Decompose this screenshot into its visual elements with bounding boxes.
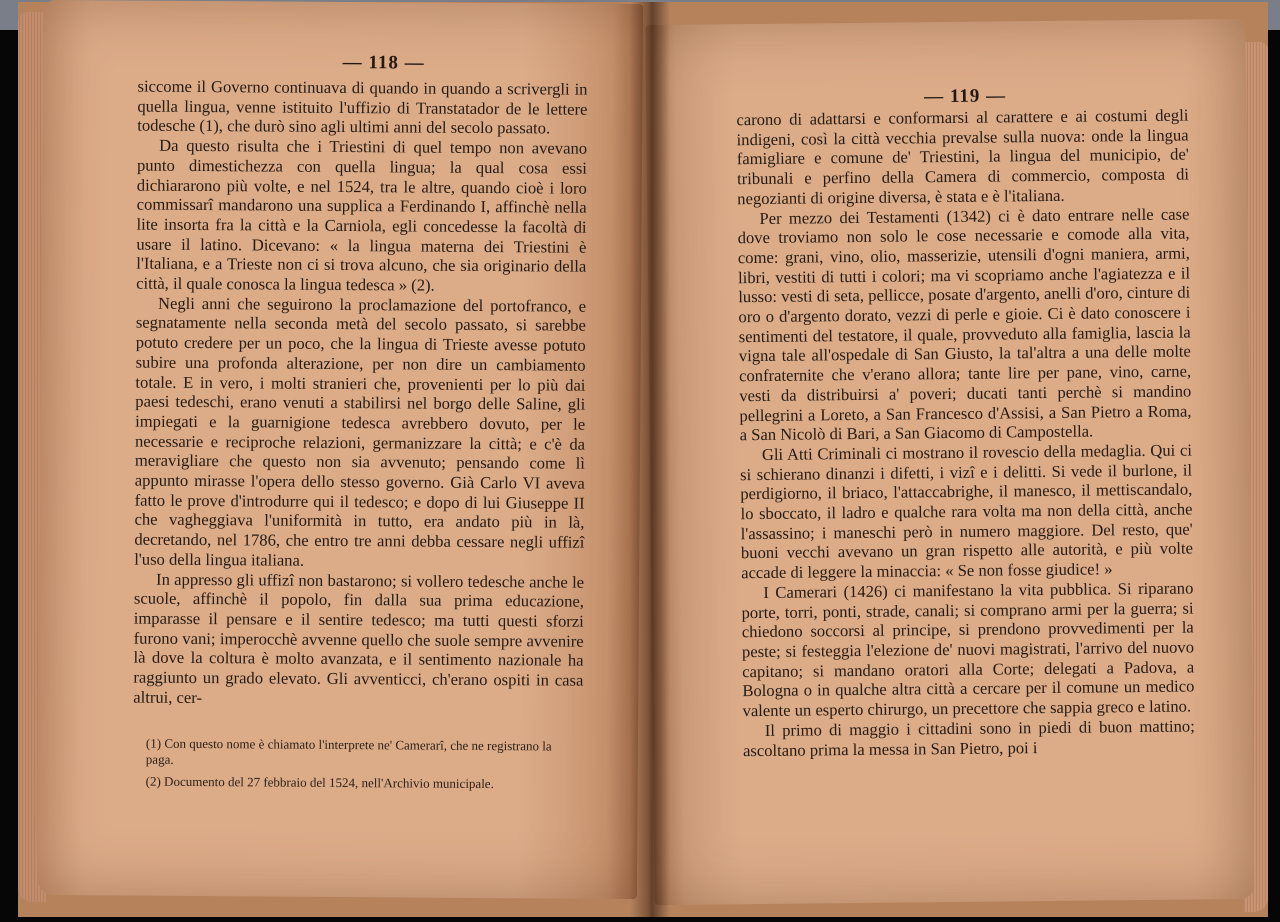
paragraph: Gli Atti Criminali ci mostrano il rovescio della medaglia. Qui ci si schierano dinanzi i difetti, i vizî e i delitti. Si vede il burlone, il perdigiorno, il briaco, l'attaccabrighe, il manesco, il mettiscandalo, lo sboccato, il ladro e qualche rara volta ma non della città, anche l'assassino; i maneschi però in numero maggiore. Del resto, que' buoni vecchi avevano un gran rispetto alle autorità, e più volte accade di leggere la minaccia: « Se non fosse giudice! » (740, 440, 1194, 583)
paragraph: In appresso gli uffizî non bastarono; si vollero tedesche anche le scuole, affinchè il popolo, fin dalla sua prima educazione, imparasse il pensare e il sentire tedesco; ma tutti questi sforzi furono vani; imperocchè avvenne quello che suole sempre avvenire là dove la coltura è molto avanzata, e il sentimento nazionale ha raggiunto un grado elevato. Gli avventicci, ch'erano ospiti in casa altrui, cer- (133, 569, 585, 707)
right-page-text (736, 105, 1195, 760)
paragraph: Negli anni che seguirono la proclamazione del portofranco, e segnatamente nella seconda metà del secolo passato, si sarebbe potuto credere per un poco, che la lingua di Trieste avesse potuto subire una profonda alterazione, per non dire un cambiamento totale. E in vero, i molti stranieri che, provenienti per lo più dai paesi tedeschi, erano venuti a stabilirsi nel borgo delle Saline, gli impiegati e la guarnigione tedesca avrebbero dovuto, per le necessarie e reciproche relazioni, germanizzare la città; e c'è da meravigliare che questo non sia avvenuto; pensando come lì appunto mirasse l'opera dello stesso governo. Già Carlo VI aveva fatto le prove d'introdurre qui il tedesco; e dopo di lui Giuseppe II che vagheggiava l'uniformità in tutto, era andato più in là, decretando, nel 1786, che entro tre anni debba cessare negli uffizî l'uso della lingua italiana. (134, 293, 587, 570)
book-spine (630, 2, 670, 917)
paragraph: Per mezzo dei Testamenti (1342) ci è dato entrare nelle case dove troviamo non solo le cose necessarie e comode alla vita, come: grani, vino, olio, masserizie, utensili d'ogni maniera, armi, libri, vestiti di tutti i colori; ma vi scopriamo anche l'agiatezza e il lusso: vesti di seta, pellicce, posate d'argento, anelli d'oro, cinture di oro o d'argento dorato, vezzi di perle e gioie. Ci è dato conoscere i sentimenti del testatore, il quale, provveduto alla famiglia, lascia la vigna tale all'ospedale di San Giusto, la tal'altra a una delle molte confraternite che v'erano allora; tante lire per pane, vino, carne, vesti da distribuirsi a' poveri; ducati tanti perchè si mandino pellegrini a Loreto, a San Francesco d'Assisi, a San Pietro a Roma, a San Nicolò di Bari, a San Giacomo di Campostella. (737, 203, 1192, 445)
footnotes (146, 736, 566, 799)
open-book (18, 2, 1268, 917)
paragraph: siccome il Governo continuava di quando in quando a scrivergli in quella lingua, venne istituito l'uffizio di Transtatador de le lettere todesche (1), che durò sino agli ultimi anni del secolo passato. (137, 76, 588, 138)
page-number-left: — 118 — (342, 52, 425, 74)
paragraph: carono di adattarsi e conformarsi al carattere e ai costumi degli indigeni, così la città vecchia prevalse sulla nuova: onde la lingua famigliare e comune de' Triestini, la lingua del municipio, de' tribunali e perfino della Camera di commercio, composta di negozianti di origine diversa, è stata e è l'italiana. (736, 105, 1190, 209)
paragraph: Il primo di maggio i cittadini sono in piedi di buon mattino; ascoltano prima la messa in San Pietro, poi i (742, 716, 1195, 760)
paragraph: Da questo risulta che i Triestini di quel tempo non avevano punto dimestichezza con quella lingua; la qual cosa essi dichiararono più volte, e nel 1524, tra le altre, quando cioè i loro commissarî mandarono una supplica a Ferdinando I, affinchè nella lite insorta fra la città e la Carniola, egli concedesse la facoltà di usare il latino. Dicevano: « la lingua materna dei Triestini è l'Italiana, e a Trieste non ci si trova alcuno, che sia originario della città, il quale conosca la lingua tedesca » (2). (136, 135, 588, 295)
left-page-text (133, 77, 587, 711)
page-number-right: — 119 — (924, 85, 1007, 108)
left-page (37, 0, 643, 899)
paragraph: I Camerari (1426) ci manifestano la vita pubblica. Si riparano porte, torri, ponti, strade, canali; si comprano armi per la guerra; si chiedono soccorsi al principe, si prendono provvedimenti per la peste; si festeggia l'elezione de' nuovi magistrati, l'arrivo del nuovo capitano; si mandano oratori alla Corte; delegati a Padova, a Bologna o in qualche altra città a cercare per il comune un medico valente un esperto chirurgo, un precettore che sappia greco e latino. (741, 578, 1195, 721)
footnote: (2) Documento del 27 febbraio del 1524, nell'Archivio municipale. (145, 773, 494, 792)
footnote: (1) Con questo nome è chiamato l'interprete ne' Camerarî, che ne registrano la paga. (145, 735, 552, 767)
right-page (645, 19, 1254, 905)
